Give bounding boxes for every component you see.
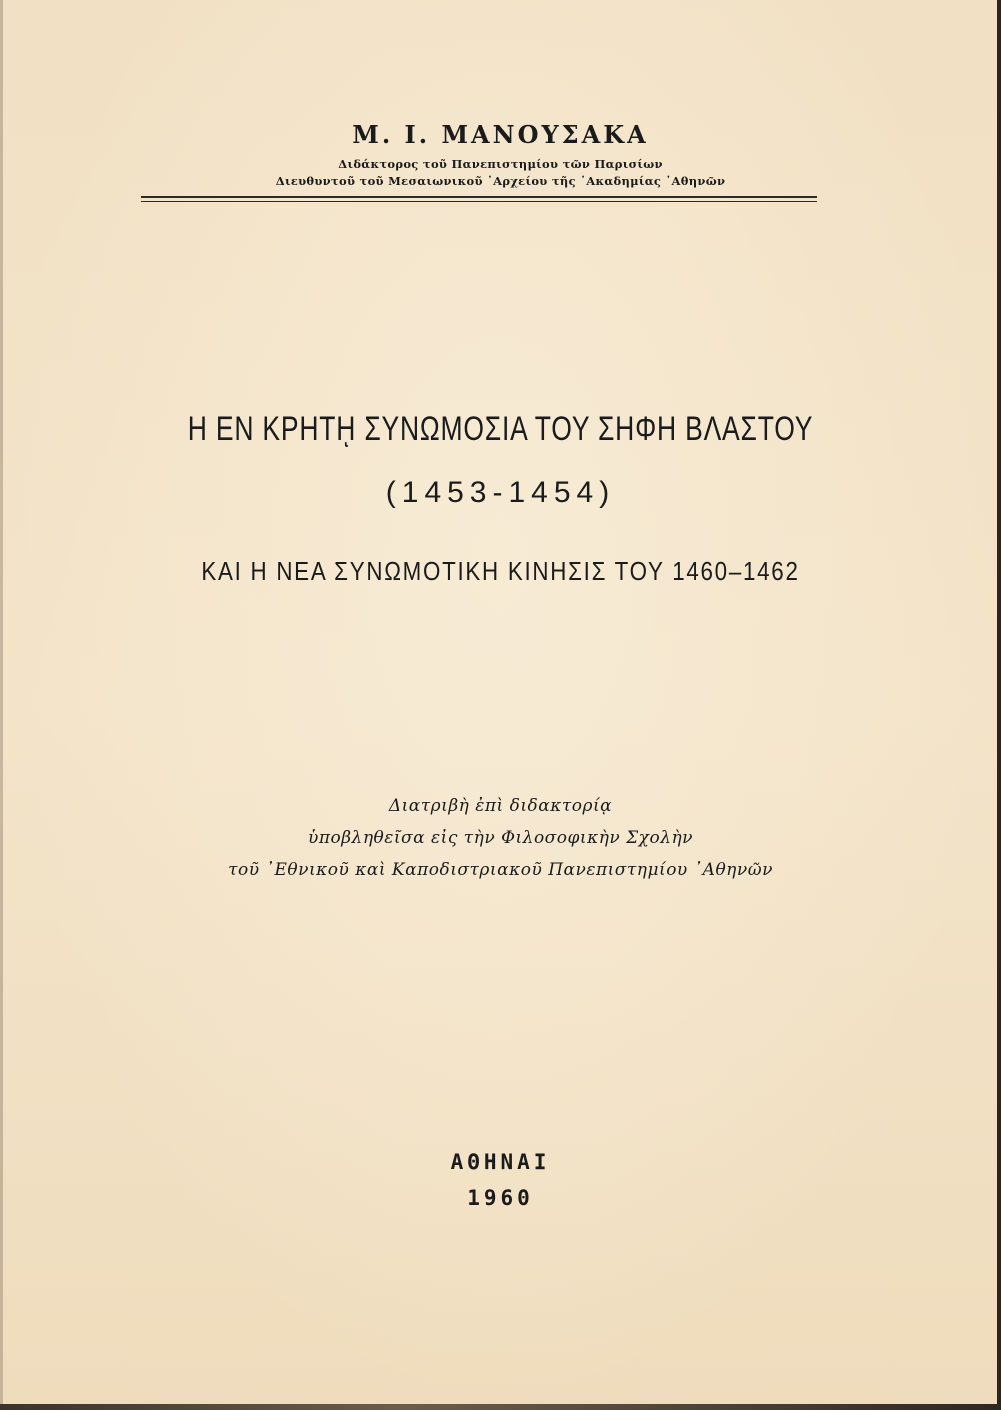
header-rule-thin bbox=[141, 201, 817, 202]
book-title: Η ΕΝ ΚΡΗΤῌ ΣΥΝΩΜΟΣΙΑ ΤΟΥ ΣΗΦΗ ΒΛΑΣΤΟΥ bbox=[187, 410, 814, 448]
author-affiliation-1: Διδάκτορος τοῦ Πανεπιστημίου τῶν Παρισίων bbox=[338, 157, 663, 171]
imprint-year: 1960 bbox=[467, 1186, 534, 1210]
dissertation-line-3: τοῦ ᾿Εθνικοῦ καὶ Καποδιστριακοῦ Πανεπιστημίου ᾿Αθηνῶν bbox=[228, 860, 773, 880]
book-title-years: (1453-1454) bbox=[385, 476, 616, 509]
scan-edge-bottom bbox=[0, 1404, 1001, 1410]
imprint-place: ΑΘΗΝΑΙ bbox=[450, 1150, 551, 1174]
dissertation-line-2: ὑποβληθεῖσα εἰς τὴν Φιλοσοφικὴν Σχολὴν bbox=[307, 828, 694, 848]
author-affiliation-2: Διευθυντοῦ τοῦ Μεσαιωνικοῦ ᾿Αρχείου τῆς ᾿Ακαδημίας ᾿Αθηνῶν bbox=[275, 174, 726, 188]
book-subtitle: ΚΑΙ Η ΝΕΑ ΣΥΝΩΜΟΤΙΚΗ ΚΙΝΗΣΙΣ ΤΟΥ 1460–1462 bbox=[201, 556, 800, 586]
dissertation-line-1: Διατριβὴ ἐπὶ διδακτορίᾳ bbox=[388, 796, 613, 816]
author-name: Μ. Ι. ΜΑΝΟΥΣΑΚΑ bbox=[352, 120, 649, 149]
header-rule-thick bbox=[141, 196, 817, 198]
